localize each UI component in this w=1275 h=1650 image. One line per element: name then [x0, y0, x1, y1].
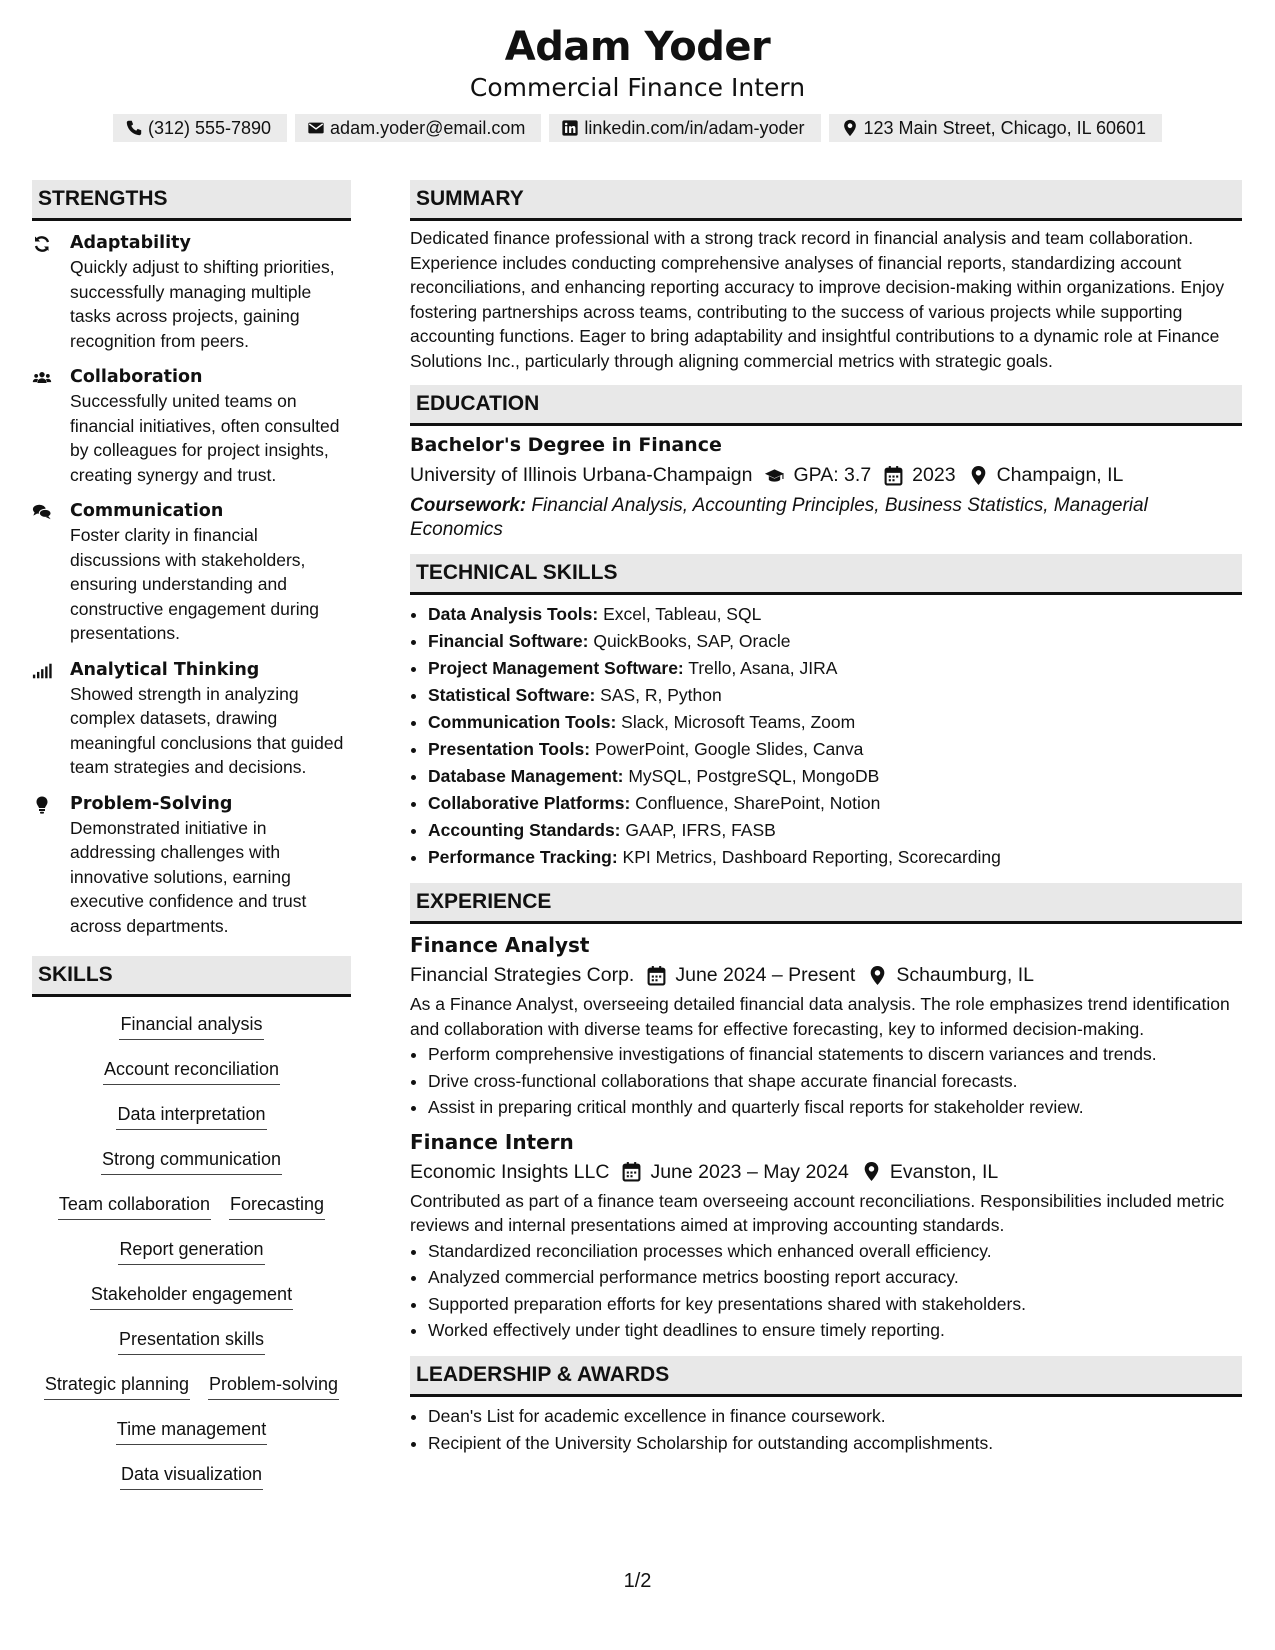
job-location: Evanston, IL [889, 1160, 999, 1183]
skill-tag: Data interpretation [116, 1101, 266, 1130]
sync-icon [32, 234, 52, 254]
skill-tag: Problem-solving [208, 1371, 339, 1400]
skill-tag: Team collaboration [58, 1191, 211, 1220]
skill-tag: Presentation skills [118, 1326, 265, 1355]
strength-title: Adaptability [70, 233, 191, 253]
education-heading: EDUCATION [410, 385, 1242, 426]
summary-heading: SUMMARY [410, 180, 1242, 221]
comments-icon [32, 502, 52, 522]
coursework-label: Coursework: [410, 495, 527, 516]
contact-email-text: adam.yoder@email.com [330, 118, 526, 138]
list-item: • Drive cross-functional collaborations that shape accurate financial forecasts. [428, 1068, 1242, 1095]
contact-address-text: 123 Main Street, Chicago, IL 60601 [863, 118, 1147, 138]
contact-phone[interactable] [113, 114, 287, 142]
list-item: • Financial Software: QuickBooks, SAP, Oracle [428, 628, 1242, 655]
degree-title: Bachelor's Degree in Finance [410, 434, 722, 456]
page-number: 1/2 [623, 1570, 652, 1592]
lightbulb-icon [32, 795, 52, 815]
list-item: • Recipient of the University Scholarship for outstanding accomplishments. [428, 1430, 1242, 1457]
graduation-cap-icon [764, 465, 785, 486]
job-meta [410, 960, 1242, 990]
job-title: Finance Analyst [410, 933, 590, 957]
list-item: • Worked effectively under tight deadlines to ensure timely reporting. [428, 1317, 1242, 1344]
envelope-icon [307, 119, 325, 137]
technical-skills-list [410, 601, 1242, 871]
contact-email[interactable] [295, 114, 541, 142]
job-description: As a Finance Analyst, overseeing detailed financial data analysis. The role emphasizes trend identification and collaboration with diverse teams for effective forecasting, key to informed decision-making. [410, 994, 1230, 1039]
list-item: • Accounting Standards: GAAP, IFRS, FASB [428, 817, 1242, 844]
job-bullets [410, 1238, 1242, 1344]
list-item: • Presentation Tools: PowerPoint, Google Slides, Canva [428, 736, 1242, 763]
job-entry [410, 1127, 1242, 1344]
company-name: Financial Strategies Corp. [410, 964, 635, 986]
location-pin-icon [867, 965, 888, 986]
strength-title: Analytical Thinking [70, 659, 260, 680]
strength-adaptability [32, 231, 351, 353]
summary-text: Dedicated finance professional with a strong track record in financial analysis and team collaboration. Experience includes conducting comprehensive analyses of financial reports, standardizing account reconciliations, and enhancing reporting accuracy to improve decision-making within organizations. Enjoy fostering partnerships across teams, contributing to the success of various projects while supporting accounting functions. Eager to bring adaptability and insightful contributions to a dynamic role at Finance Solutions Inc., particularly through aligning commercial metrics with strategic goals. [410, 228, 1225, 371]
job-dates: June 2024 – Present [675, 964, 856, 986]
list-item: • Assist in preparing critical monthly and quarterly fiscal reports for stakeholder review. [428, 1094, 1242, 1121]
gpa: GPA: 3.7 [793, 464, 872, 486]
skill-tag: Strategic planning [44, 1371, 190, 1400]
list-item: • Analyzed commercial performance metrics boosting report accuracy. [428, 1264, 1242, 1291]
job-description: Contributed as part of a finance team overseeing account reconciliations. Responsibilities included metric reviews and internal presentations aimed at improving accounting standards. [410, 1190, 1225, 1235]
strength-analytical-thinking [32, 658, 351, 780]
strength-collaboration [32, 365, 351, 487]
list-item: • Statistical Software: SAS, R, Python [428, 682, 1242, 709]
skills-heading: SKILLS [32, 956, 351, 997]
phone-icon [125, 119, 143, 137]
location-pin-icon [841, 119, 859, 137]
job-bullets [410, 1041, 1242, 1121]
leadership-heading: LEADERSHIP & AWARDS [410, 1356, 1242, 1397]
list-item: • Database Management: MySQL, PostgreSQL, MongoDB [428, 763, 1242, 790]
school-name: University of Illinois Urbana-Champaign [410, 464, 753, 486]
leadership-list [410, 1403, 1242, 1457]
graduation-year: 2023 [912, 464, 956, 486]
experience-section [410, 883, 1242, 1344]
strength-desc: Quickly adjust to shifting priorities, successfully managing multiple tasks across projects, gaining recognition from peers. [70, 257, 335, 351]
candidate-name: Adam Yoder [504, 24, 771, 70]
job-entry [410, 930, 1242, 1121]
technical-skills-heading: TECHNICAL SKILLS [410, 554, 1242, 595]
contact-bar [0, 114, 1275, 142]
skills-list [32, 1007, 351, 1506]
list-item: • Data Analysis Tools: Excel, Tableau, SQL [428, 601, 1242, 628]
strength-desc: Foster clarity in financial discussions with stakeholders, ensuring understanding and constructive engagement during presentations. [70, 525, 320, 643]
summary-section [410, 180, 1242, 373]
location-pin-icon [968, 465, 989, 486]
skill-tag: Strong communication [101, 1146, 282, 1175]
list-item: • Communication Tools: Slack, Microsoft Teams, Zoom [428, 709, 1242, 736]
leadership-section [410, 1356, 1242, 1457]
skill-tag: Forecasting [229, 1191, 325, 1220]
left-column [32, 180, 351, 1506]
experience-heading: EXPERIENCE [410, 883, 1242, 924]
strength-title: Communication [70, 501, 224, 521]
list-item: • Collaborative Platforms: Confluence, SharePoint, Notion [428, 790, 1242, 817]
calendar-icon [646, 965, 667, 986]
technical-skills-section [410, 554, 1242, 871]
education-section [410, 385, 1242, 542]
coursework-list: Financial Analysis, Accounting Principles, Business Statistics, Managerial Economics [410, 495, 1148, 540]
contact-linkedin[interactable] [549, 114, 820, 142]
list-item: • Dean's List for academic excellence in finance coursework. [428, 1403, 1242, 1430]
list-item: • Standardized reconciliation processes which enhanced overall efficiency. [428, 1238, 1242, 1265]
company-name: Economic Insights LLC [410, 1160, 610, 1183]
strength-desc: Demonstrated initiative in addressing challenges with innovative solutions, earning executive confidence and trust across departments. [70, 817, 307, 936]
job-dates: June 2023 – May 2024 [650, 1160, 849, 1183]
school-location: Champaign, IL [996, 464, 1124, 486]
list-item: • Performance Tracking: KPI Metrics, Dashboard Reporting, Scorecarding [428, 844, 1242, 871]
job-location: Schaumburg, IL [896, 964, 1034, 986]
strength-desc: Successfully united teams on financial initiatives, often consulted by colleagues for project insights, creating synergy and trust. [70, 391, 340, 485]
candidate-title: Commercial Finance Intern [469, 73, 806, 102]
location-pin-icon [861, 1161, 882, 1182]
skill-tag: Time management [116, 1416, 267, 1445]
contact-linkedin-text: linkedin.com/in/adam-yoder [584, 118, 805, 138]
right-column [410, 180, 1242, 1469]
strength-title: Collaboration [70, 367, 203, 387]
contact-address[interactable] [829, 114, 1163, 142]
coursework [410, 494, 1242, 542]
job-title: Finance Intern [410, 1129, 574, 1154]
education-meta [410, 460, 1242, 490]
resume-header [0, 22, 1275, 142]
list-item: • Project Management Software: Trello, Asana, JIRA [428, 655, 1242, 682]
skill-tag: Data visualization [120, 1461, 263, 1490]
linkedin-icon [561, 119, 579, 137]
strength-problem-solving [32, 792, 351, 939]
calendar-icon [883, 465, 904, 486]
list-item: • Supported preparation efforts for key presentations shared with stakeholders. [428, 1291, 1242, 1318]
job-meta [410, 1157, 1242, 1187]
strength-communication [32, 499, 351, 646]
skill-tag: Report generation [118, 1236, 264, 1265]
list-item: • Perform comprehensive investigations of financial statements to discern variances and trends. [428, 1041, 1242, 1068]
skill-tag: Financial analysis [119, 1011, 263, 1040]
users-icon [32, 368, 52, 388]
signal-bars-icon [32, 661, 52, 681]
calendar-icon [621, 1161, 642, 1182]
skill-tag: Stakeholder engagement [90, 1281, 293, 1310]
strength-desc: Showed strength in analyzing complex datasets, drawing meaningful conclusions that guided team strategies and decisions. [70, 683, 344, 777]
strength-title: Problem-Solving [70, 793, 233, 814]
skill-tag: Account reconciliation [103, 1056, 280, 1085]
strengths-heading: STRENGTHS [32, 180, 351, 221]
contact-phone-text: (312) 555-7890 [147, 118, 272, 138]
